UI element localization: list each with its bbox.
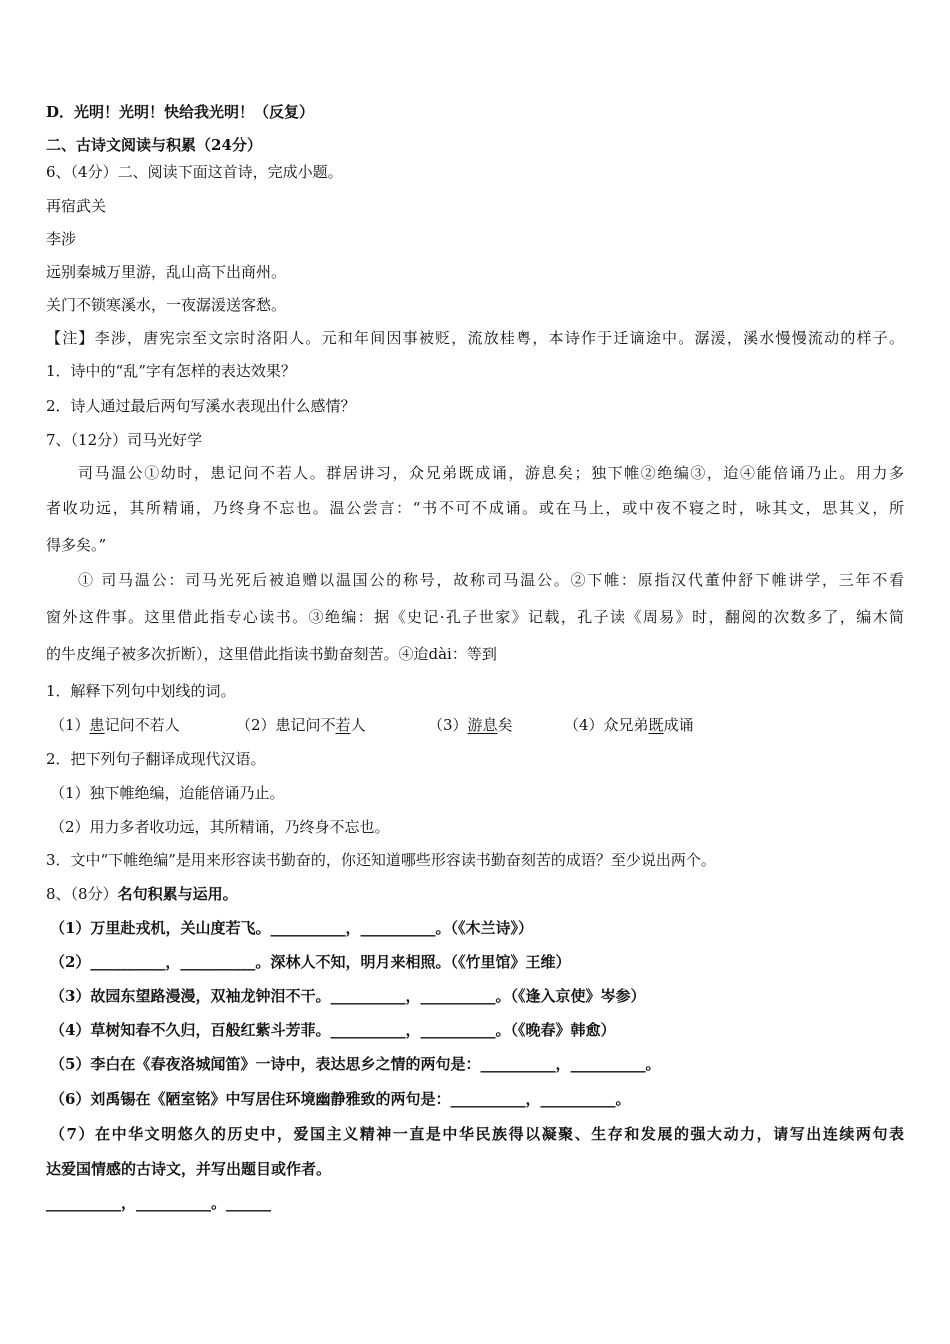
q7-option-4: （4）众兄弟既成诵	[564, 716, 694, 734]
passage-line-3: 得多矣。”	[46, 536, 107, 554]
q7-option-1: （1）患记问不若人	[50, 716, 180, 734]
q8-item-6: （6）刘禹锡在《陋室铭》中写居住环境幽静雅致的两句是：__________，__________。	[50, 1090, 631, 1108]
underlined-word: 若	[335, 716, 351, 734]
poem-author: 李涉	[46, 230, 77, 248]
passage-note-3: 的牛皮绳子被多次折断），这里借此指读书勤奋刻苦。④迨dài：等到	[46, 645, 497, 663]
q7-sub2-item-2: （2）用力多者收功远，其所精诵，乃终身不忘也。	[50, 818, 390, 836]
section-heading: 二、古诗文阅读与积累（24分）	[46, 136, 262, 154]
q7-sub1: 1．解释下列句中划线的词。	[46, 682, 236, 700]
q8-item-7-line-1: （7）在中华文明悠久的历史中，爱国主义精神一直是中华民族得以凝聚、生存和发展的强大动力，请写出连续两句表	[50, 1125, 904, 1143]
underlined-word: 患	[89, 716, 105, 734]
q6-sub2: 2．诗人通过最后两句写溪水表现出什么感情？	[46, 397, 356, 415]
q8-item-4: （4）草树知春不久归，百般红紫斗芳菲。__________，__________。（《晚春》韩愈）	[50, 1021, 616, 1039]
passage-line-2: 者收功远，其所精诵，乃终身不忘也。温公尝言：“书不可不成诵。或在马上，或中夜不寝之时，咏其文，思其义，所	[46, 499, 904, 517]
poem-title: 再宿武关	[46, 197, 107, 215]
q7-stem: 7、（12分）司马光好学	[46, 431, 203, 449]
poem-line-2: 关门不锁寒溪水，一夜潺湲送客愁。	[46, 296, 287, 314]
poem-note: 【注】李涉，唐宪宗至文宗时洛阳人。元和年间因事被贬，流放桂粤，本诗作于迁谪途中。潺湲，溪水慢慢流动的样子。	[46, 329, 904, 347]
q8-item-1: （1）万里赴戎机，关山度若飞。__________，__________。（《木兰诗》）	[50, 919, 533, 937]
passage-note-1: ① 司马温公：司马光死后被追赠以温国公的称号，故称司马温公。②下帷：原指汉代董仲舒下帷讲学，三年不看	[78, 571, 904, 589]
q7-option-3: （3）游息矣	[428, 716, 513, 734]
q8-item-7-answer-blank: __________，__________。______	[46, 1194, 272, 1212]
underlined-word: 既	[648, 716, 664, 734]
q8-item-3: （3）故园东望路漫漫，双袖龙钟泪不干。__________，__________。（《逢入京使》岑参）	[50, 987, 646, 1005]
q6-sub1: 1．诗中的“乱”字有怎样的表达效果？	[46, 362, 296, 380]
q7-sub3: 3．文中“下帷绝编”是用来形容读书勤奋的，你还知道哪些形容读书勤奋刻苦的成语？至少说出两个。	[46, 851, 716, 869]
q8-stem: 8、（8分）名句积累与运用。	[46, 885, 238, 903]
q8-item-5: （5）李白在《春夜洛城闻笛》一诗中，表达思乡之情的两句是：__________，__________。	[50, 1055, 661, 1073]
q8-item-7-line-2: 达爱国情感的古诗文，并写出题目或作者。	[46, 1160, 332, 1178]
q8-item-2: （2）__________，__________。深林人不知，明月来相照。（《竹里馆》王维）	[50, 953, 571, 971]
q7-sub2: 2．把下列句子翻译成现代汉语。	[46, 750, 266, 768]
q6-stem: 6、（4分）二、阅读下面这首诗，完成小题。	[46, 163, 343, 181]
underlined-word: 游息	[467, 716, 498, 734]
option-d: D．光明！光明！快给我光明！（反复）	[46, 103, 315, 121]
poem-line-1: 远别秦城万里游，乱山高下出商州。	[46, 263, 287, 281]
q7-option-2: （2）患记问不若人	[236, 716, 366, 734]
passage-line-1: 司马温公①幼时，患记问不若人。群居讲习，众兄弟既成诵，游息矣；独下帷②绝编③，迨④能倍诵乃止。用力多	[78, 464, 904, 482]
q7-sub2-item-1: （1）独下帷绝编，迨能倍诵乃止。	[50, 784, 285, 802]
passage-note-2: 窗外这件事。这里借此指专心读书。③绝编：据《史记·孔子世家》记载，孔子读《周易》时，翻阅的次数多了，编木简	[46, 608, 904, 626]
